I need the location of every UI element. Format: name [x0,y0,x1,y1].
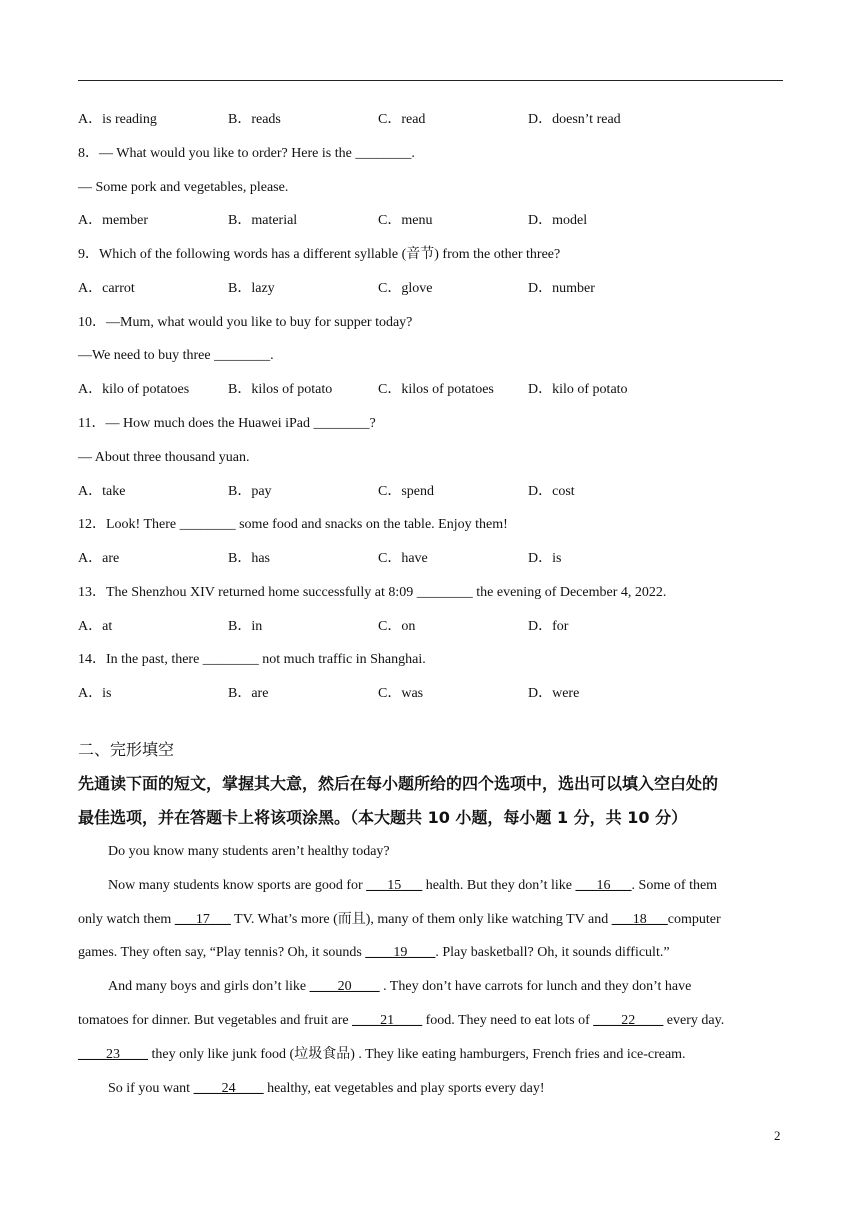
q11-option-b[interactable]: B．pay [228,484,272,499]
q11-option-d[interactable]: D．cost [528,484,575,499]
q12-option-d[interactable]: D．is [528,551,562,566]
passage-text: . Play basketball? Oh, it sounds difficult.” [435,945,670,960]
q14-option-c[interactable]: C．was [378,686,424,701]
q8-option-b[interactable]: B．material [228,213,298,228]
q7-option-a[interactable]: A．is reading [78,112,157,127]
q13-option-d[interactable]: D．for [528,619,569,634]
passage-line-7 [78,1046,686,1064]
passage-line-8 [108,1080,545,1098]
passage-text: TV. What’s more (而且), many of them only like watching TV and [230,912,612,927]
q8-stem: 8．— What would you like to order? Here is the ________. [78,146,415,161]
q10-option-c[interactable]: C．kilos of potatoes [378,382,494,397]
passage-text: And many boys and girls don’t like [108,979,310,994]
passage-line-1 [108,843,390,861]
passage-text: health. But they don’t like [422,878,576,893]
passage-text: So if you want [108,1081,194,1096]
q8-reply: — Some pork and vegetables, please. [78,180,289,195]
q7-option-d[interactable]: D．doesn’t read [528,112,621,127]
passage-text: Do you know many students aren’t healthy today? [108,844,390,859]
q14-option-b[interactable]: B．are [228,686,269,701]
section-title: 二、完形填空 [78,740,175,759]
q9-option-d[interactable]: D．number [528,281,595,296]
passage-line-5 [108,978,691,996]
passage-text: only watch them [78,912,175,927]
passage-line-4 [78,944,670,962]
q9-option-a[interactable]: A．carrot [78,281,135,296]
passage-text: Now many students know sports are good for [108,878,367,893]
q8-option-d[interactable]: D．model [528,213,588,228]
passage-text: . They don’t have carrots for lunch and they don’t have [379,979,692,994]
q7-option-c[interactable]: C．read [378,112,426,127]
q11-reply: — About three thousand yuan. [78,450,250,465]
q13-option-c[interactable]: C．on [378,619,416,634]
passage-text: . Some of them [631,878,718,893]
q13-stem: 13．The Shenzhou XIV returned home successfully at 8:09 ________ the evening of December 4, 2022. [78,585,667,600]
passage-line-2 [108,877,717,895]
blank-16[interactable]: ___16___ [575,878,632,893]
blank-21[interactable]: ____21____ [352,1013,423,1028]
section-instruction-line1: 先通读下面的短文，掌握其大意，然后在每小题所给的四个选项中，选出可以填入空白处的 [78,774,719,793]
q10-option-a[interactable]: A．kilo of potatoes [78,382,190,397]
q8-option-a[interactable]: A．member [78,213,148,228]
section-instruction-line2: 最佳选项，并在答题卡上将该项涂黑。（本大题共 10 小题，每小题 1 分，共 10 分） [78,808,688,827]
q14-option-a[interactable]: A．is [78,686,112,701]
q12-option-a[interactable]: A．are [78,551,120,566]
passage-line-6 [78,1012,724,1030]
q11-option-a[interactable]: A．take [78,484,126,499]
q10-option-b[interactable]: B．kilos of potato [228,382,333,397]
blank-19[interactable]: ____19____ [365,945,436,960]
q11-stem: 11．— How much does the Huawei iPad ________? [78,416,376,431]
blank-15[interactable]: ___15___ [366,878,423,893]
q11-option-c[interactable]: C．spend [378,484,434,499]
blank-23[interactable]: ____23____ [78,1047,148,1062]
q12-option-b[interactable]: B．has [228,551,270,566]
q14-stem: 14．In the past, there ________ not much traffic in Shanghai. [78,652,426,667]
passage-text: food. They need to eat lots of [422,1013,594,1028]
passage-text: games. They often say, “Play tennis? Oh, it sounds [78,945,366,960]
passage-line-3 [78,911,721,929]
passage-text: tomatoes for dinner. But vegetables and fruit are [78,1013,353,1028]
q13-option-a[interactable]: A．at [78,619,113,634]
passage-text: every day. [663,1013,725,1028]
passage-text: they only like junk food (垃圾食品) . They like eating hamburgers, French fries and ice-cream. [148,1047,686,1062]
passage-text: healthy, eat vegetables and play sports every day! [263,1081,545,1096]
q10-reply: —We need to buy three ________. [78,348,274,363]
blank-24[interactable]: ____24____ [193,1081,264,1096]
q8-option-c[interactable]: C．menu [378,213,433,228]
passage-text: computer [667,912,721,927]
q13-option-b[interactable]: B．in [228,619,263,634]
q9-option-b[interactable]: B．lazy [228,281,275,296]
q10-option-d[interactable]: D．kilo of potato [528,382,628,397]
blank-22[interactable]: ____22____ [593,1013,664,1028]
blank-20[interactable]: ____20____ [309,979,380,994]
q9-stem: 9．Which of the following words has a different syllable (音节) from the other three? [78,247,561,262]
blank-17[interactable]: ___17___ [174,912,231,927]
q12-option-c[interactable]: C．have [378,551,428,566]
q9-option-c[interactable]: C．glove [378,281,433,296]
q14-option-d[interactable]: D．were [528,686,580,701]
page-number: 2 [774,1128,781,1143]
blank-18[interactable]: ___18___ [611,912,668,927]
q7-option-b[interactable]: B．reads [228,112,281,127]
q12-stem: 12．Look! There ________ some food and snacks on the table. Enjoy them! [78,517,508,532]
q10-stem: 10．—Mum, what would you like to buy for supper today? [78,315,413,330]
header-rule [78,80,783,81]
